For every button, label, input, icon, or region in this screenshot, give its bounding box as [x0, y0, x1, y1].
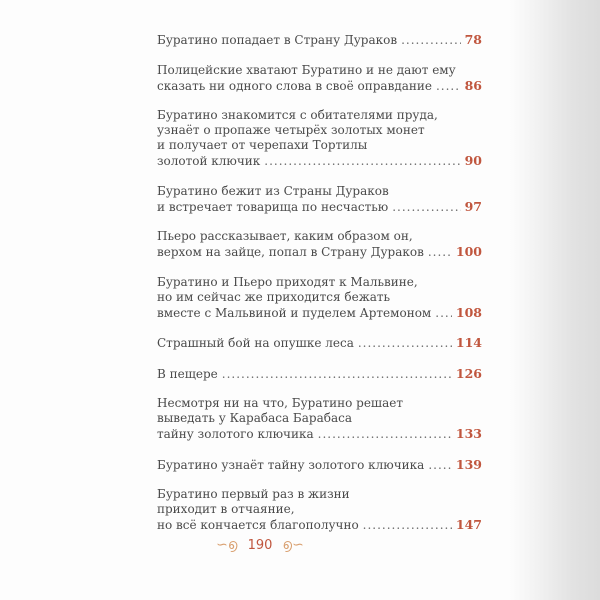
table-of-contents	[157, 32, 482, 548]
entry-title-line: В пещере	[157, 366, 218, 381]
toc-entry[interactable]	[157, 63, 482, 94]
dot-leader	[435, 306, 452, 321]
ornament-left-icon: ∽൭	[216, 537, 238, 553]
entry-page-number: 147	[455, 517, 482, 532]
toc-entry[interactable]	[157, 335, 482, 351]
dot-leader	[358, 336, 452, 351]
entry-title-line: тайну золотого ключика	[157, 427, 314, 441]
dot-leader	[222, 367, 452, 382]
entry-title-line: Несмотря ни на что, Буратино решает	[157, 396, 403, 410]
dot-leader	[401, 33, 461, 48]
entry-title-line: Буратино первый раз в жизни	[157, 487, 350, 501]
toc-entry[interactable]	[157, 396, 482, 442]
entry-title-line: и встречает товарища по несчастью	[157, 199, 389, 214]
toc-entry[interactable]	[157, 366, 482, 382]
toc-entry[interactable]	[157, 32, 482, 48]
toc-entry[interactable]	[157, 108, 482, 169]
entry-title-line: вместе с Мальвиной и пуделем Артемоном	[157, 305, 432, 320]
page-gutter-shadow	[510, 0, 600, 600]
toc-entry[interactable]	[157, 184, 482, 215]
entry-page-number: 133	[455, 426, 482, 441]
dot-leader	[428, 458, 452, 473]
entry-page-number: 78	[464, 32, 482, 47]
toc-entry[interactable]	[157, 487, 482, 533]
entry-title-line: Буратино и Пьеро приходят к Мальвине,	[157, 274, 418, 289]
entry-title-line: сказать ни одного слова в своё оправдание	[157, 78, 432, 93]
entry-page-number: 114	[455, 335, 482, 350]
entry-page-number: 108	[455, 304, 482, 320]
dot-leader	[428, 245, 452, 260]
dot-leader	[392, 200, 460, 215]
entry-page-number: 86	[464, 77, 482, 93]
entry-title-line: приходит в отчаяние,	[157, 502, 295, 516]
dot-leader	[363, 518, 452, 533]
ornament-right-icon: ൭∽	[282, 537, 304, 553]
entry-page-number: 139	[455, 456, 482, 472]
page-number: 190	[247, 538, 273, 553]
entry-title-line: и получает от черепахи Тортилы	[157, 138, 368, 152]
entry-page-number: 97	[464, 198, 482, 214]
entry-title-line: Полицейские хватают Буратино и не дают ему	[157, 62, 456, 77]
dot-leader	[264, 154, 460, 169]
toc-entry[interactable]	[157, 457, 482, 473]
entry-title-line: выведать у Карабаса Барабаса	[157, 411, 352, 425]
entry-title-line: Буратино знакомится с обитателями пруда,	[157, 108, 438, 122]
toc-entry[interactable]	[157, 229, 482, 260]
entry-title-line: золотой ключик	[157, 154, 261, 168]
toc-entry[interactable]	[157, 275, 482, 321]
entry-page-number: 90	[464, 153, 482, 168]
entry-title-line: узнаёт о пропаже четырёх золотых монет	[157, 123, 425, 137]
entry-page-number: 126	[455, 365, 482, 381]
dot-leader	[318, 427, 452, 442]
entry-title-line: Буратино узнаёт тайну золотого ключика	[157, 457, 425, 472]
entry-title-line: Пьеро рассказывает, каким образом он,	[157, 229, 413, 243]
entry-title-line: но всё кончается благополучно	[157, 518, 359, 532]
entry-title-line: Буратино попадает в Страну Дураков	[157, 33, 398, 47]
entry-title-line: Страшный бой на опушке леса	[157, 336, 354, 350]
entry-page-number: 100	[455, 244, 482, 259]
entry-title-line: Буратино бежит из Страны Дураков	[157, 183, 389, 198]
entry-title-line: верхом на зайце, попал в Страну Дураков	[157, 245, 424, 259]
dot-leader	[436, 79, 461, 94]
page-footer	[0, 537, 520, 553]
entry-title-line: но им сейчас же приходится бежать	[157, 289, 391, 304]
